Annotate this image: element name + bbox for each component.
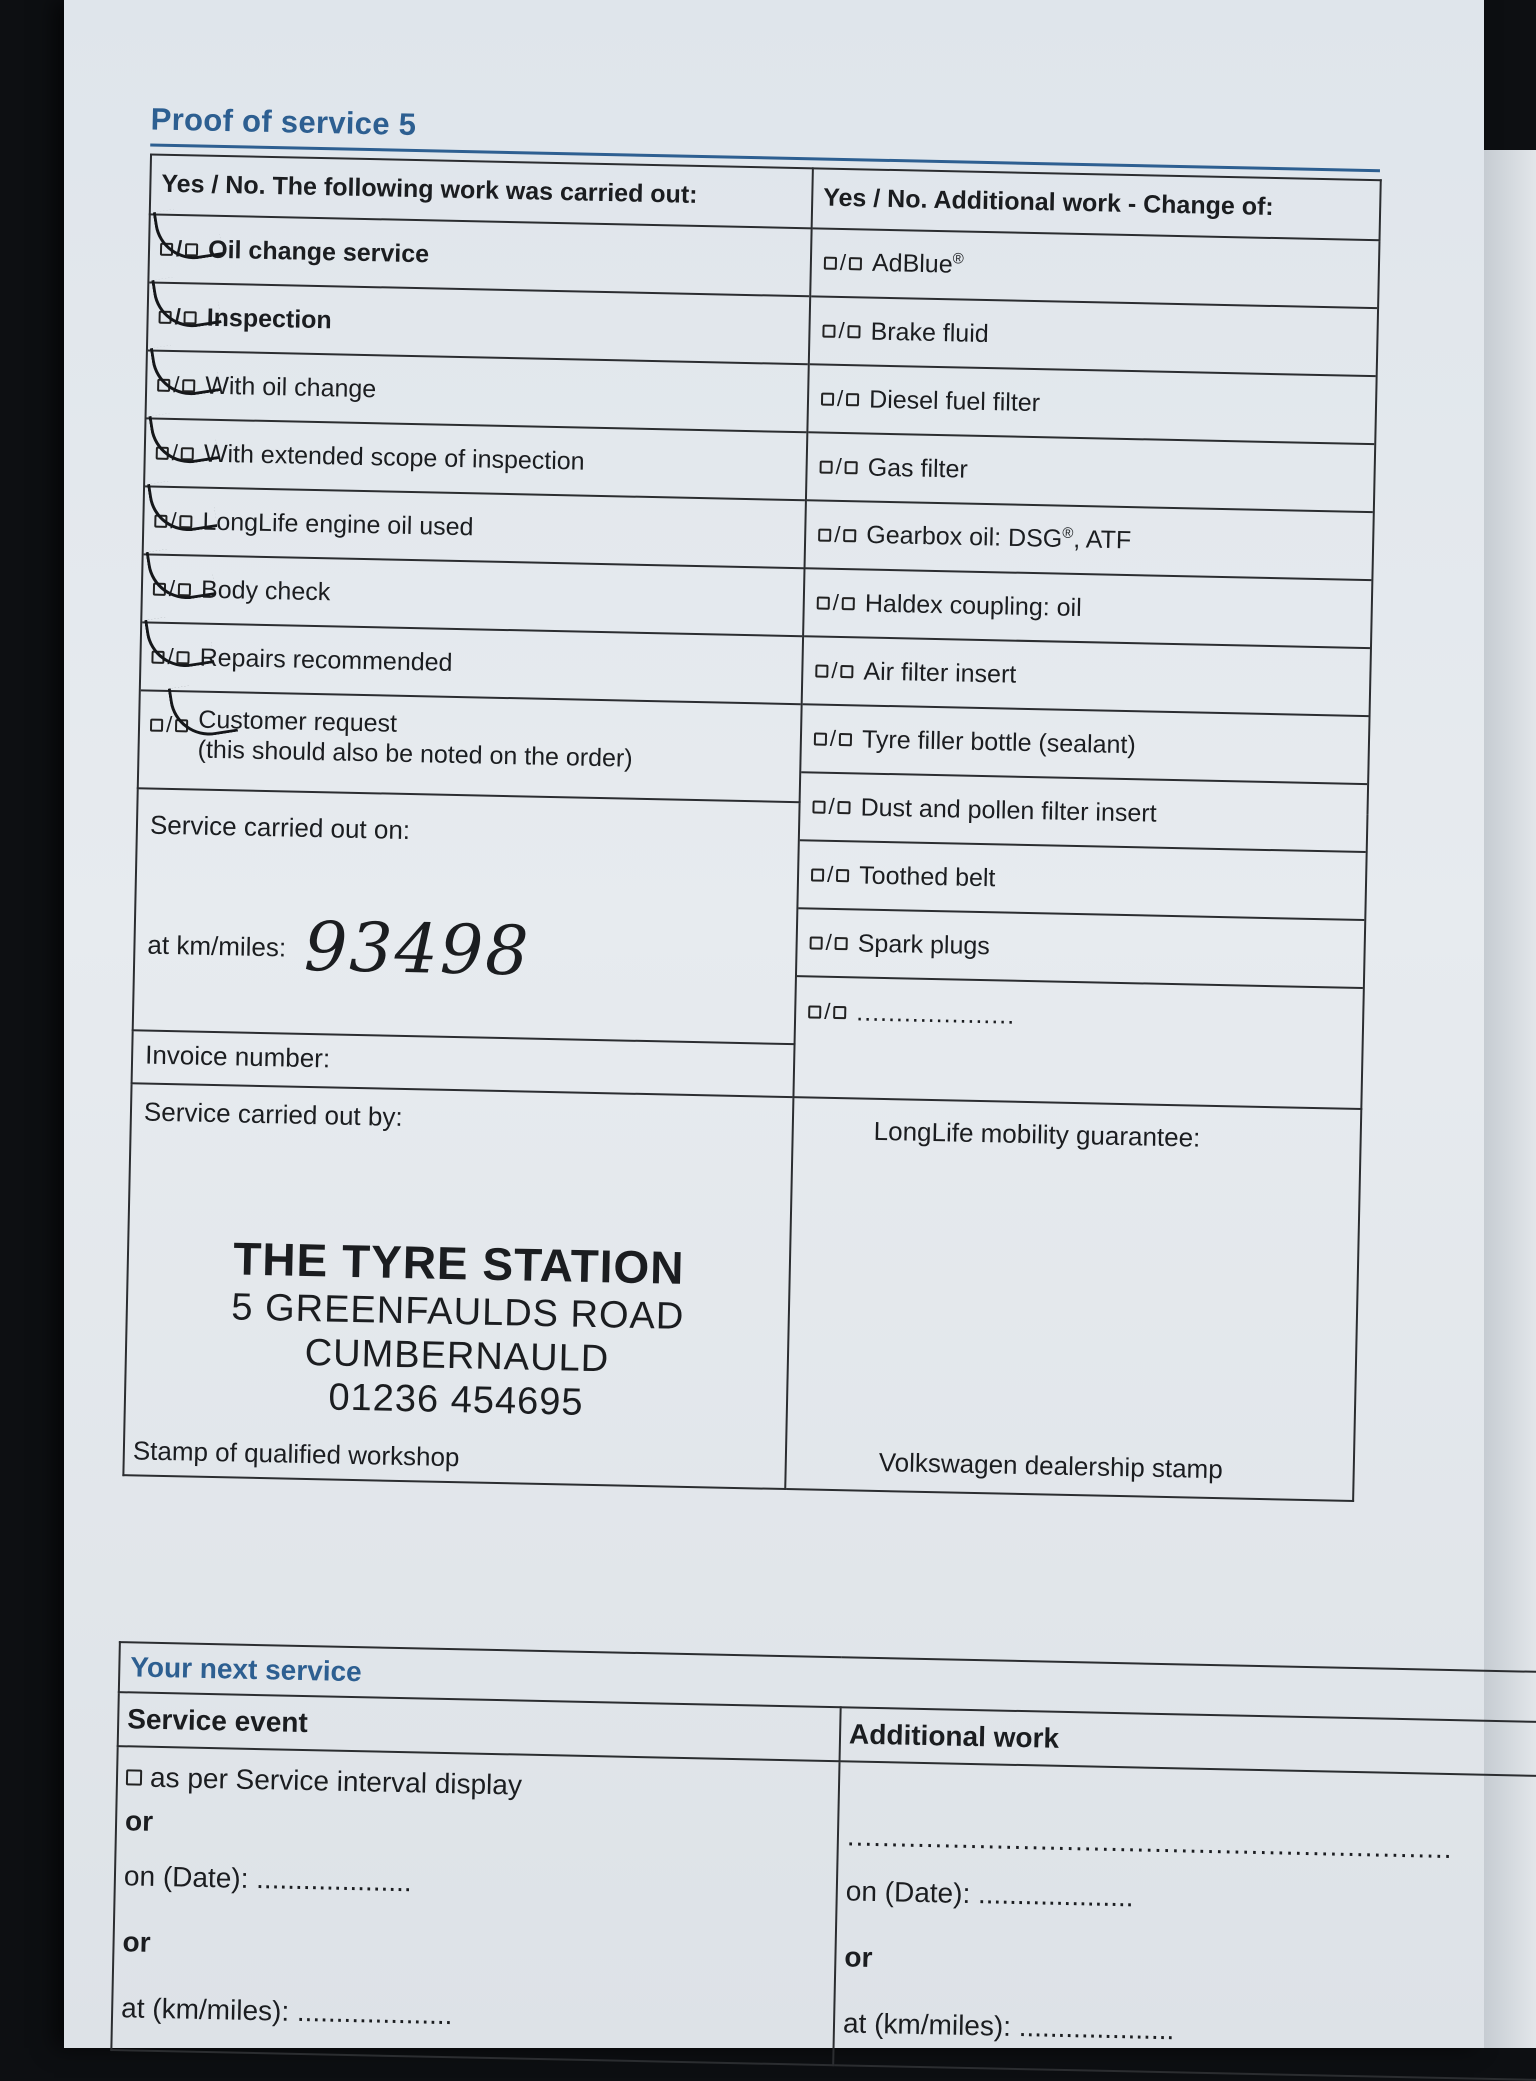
next-service-table — [110, 1641, 1536, 2081]
or-label: or — [844, 1941, 873, 1973]
no-checkbox[interactable] — [847, 325, 860, 338]
interval-label: as per Service interval display — [149, 1761, 523, 1801]
additional-item-label: Diesel fuel filter — [868, 385, 1041, 417]
no-checkbox[interactable] — [181, 447, 194, 460]
additional-work-list — [793, 228, 1379, 1109]
work-item-longlife-oil: / LongLife engine oil used — [144, 487, 805, 569]
additional-item-suffix: , ATF — [1072, 525, 1132, 555]
service-carried-out-on-label: Service carried out on: — [149, 809, 411, 846]
yes-checkbox[interactable] — [160, 242, 173, 255]
yes-checkbox[interactable] — [153, 582, 166, 595]
work-item-label: Oil change service — [207, 235, 430, 268]
km-handwritten-value[interactable]: 93498 — [303, 907, 532, 992]
work-item-label: Inspection — [206, 303, 333, 334]
additional-item-label: Gearbox oil: DSG — [866, 521, 1063, 554]
page-title: Proof of service 5 — [150, 101, 417, 143]
stamp-caption: Stamp of qualified workshop — [132, 1435, 460, 1473]
yes-checkbox[interactable] — [821, 392, 834, 405]
additional-item-toothed-belt: / Toothed belt — [798, 841, 1365, 921]
no-checkbox[interactable] — [185, 243, 198, 256]
work-item-body-check: / Body check — [142, 555, 803, 637]
customer-request-note: (this should also be noted on the order) — [197, 735, 633, 773]
stamp-phone: 01236 454695 — [328, 1376, 584, 1424]
yes-checkbox[interactable] — [810, 936, 823, 949]
stamp-business-name: THE TYRE STATION — [232, 1232, 686, 1294]
service-event-header: Service event — [126, 1703, 309, 1739]
no-checkbox[interactable] — [184, 311, 197, 324]
additional-date-field[interactable]: on (Date): .................... — [845, 1875, 1134, 1913]
additional-item-label: Toothed belt — [858, 860, 996, 892]
work-item-with-oil-change: / With oil change — [146, 351, 807, 433]
next-date-field[interactable]: on (Date): .................... — [123, 1860, 413, 1898]
yes-checkbox[interactable] — [159, 310, 172, 323]
additional-item-gearbox-oil: / Gearbox oil: DSG®, ATF — [805, 501, 1372, 581]
additional-item-brake-fluid: / Brake fluid — [810, 297, 1377, 377]
registered-mark: ® — [1062, 524, 1074, 543]
or-label: or — [122, 1926, 151, 1958]
workshop-stamp-cell — [123, 1083, 793, 1489]
dealer-stamp-cell — [785, 1097, 1361, 1501]
yes-checkbox[interactable] — [822, 324, 835, 337]
additional-item-label: Brake fluid — [870, 317, 990, 348]
yes-checkbox[interactable] — [808, 1005, 821, 1018]
additional-item-gas-filter: / Gas filter — [807, 433, 1374, 513]
work-item-label: With extended scope of inspection — [203, 439, 585, 476]
yes-checkbox[interactable] — [150, 718, 163, 731]
next-service-title: Your next service — [130, 1651, 363, 1688]
work-item-oil-change-service: / Oil change service — [149, 215, 810, 297]
yes-checkbox[interactable] — [814, 732, 827, 745]
work-item-repairs-recommended: / Repairs recommended — [141, 623, 802, 705]
yes-checkbox[interactable] — [817, 596, 830, 609]
no-checkbox[interactable] — [839, 733, 852, 746]
work-item-extended-inspection: / With extended scope of inspection — [145, 419, 806, 501]
yes-checkbox[interactable] — [811, 868, 824, 881]
additional-item-label: AdBlue — [871, 249, 953, 279]
additional-item-blank: / .................... — [796, 977, 1363, 1057]
next-km-field[interactable]: at (km/miles): .................... — [120, 1992, 453, 2031]
no-checkbox[interactable] — [840, 665, 853, 678]
work-item-label: LongLife engine oil used — [202, 507, 474, 541]
yes-checkbox[interactable] — [157, 378, 170, 391]
service-table — [122, 153, 1381, 1502]
no-checkbox[interactable] — [835, 936, 848, 949]
additional-work-line[interactable]: ..................................................................... — [846, 1820, 1453, 1865]
work-item-label: With oil change — [205, 371, 377, 403]
additional-item-label: Dust and pollen filter insert — [860, 792, 1157, 828]
additional-item-label: Gas filter — [867, 453, 969, 484]
no-checkbox[interactable] — [182, 379, 195, 392]
stamp-town: CUMBERNAULD — [304, 1331, 610, 1381]
additional-item-spark-plugs: / Spark plugs — [797, 909, 1364, 989]
no-checkbox[interactable] — [845, 461, 858, 474]
invoice-number-label: Invoice number: — [144, 1039, 331, 1074]
no-checkbox[interactable] — [842, 597, 855, 610]
additional-item-haldex: / Haldex coupling: oil — [804, 569, 1371, 649]
additional-work-cell — [833, 1761, 1536, 2080]
work-item-label: Repairs recommended — [199, 643, 453, 677]
or-label: or — [124, 1805, 154, 1837]
no-checkbox[interactable] — [175, 719, 188, 732]
no-checkbox[interactable] — [836, 868, 849, 881]
work-item-label: Customer request — [198, 705, 398, 738]
additional-item-pollen-filter: / Dust and pollen filter insert — [800, 773, 1367, 853]
yes-checkbox[interactable] — [154, 514, 167, 527]
additional-item-blank-line: .................... — [856, 997, 1016, 1030]
additional-item-label: Tyre filler bottle (sealant) — [861, 724, 1137, 759]
no-checkbox[interactable] — [838, 800, 851, 813]
work-carried-out-list — [138, 214, 812, 802]
yes-checkbox[interactable] — [818, 528, 831, 541]
additional-item-label: Air filter insert — [863, 657, 1017, 689]
work-item-label: Body check — [200, 575, 331, 606]
no-checkbox[interactable] — [843, 529, 856, 542]
longlife-guarantee-label: LongLife mobility guarantee: — [873, 1115, 1201, 1153]
interval-checkbox[interactable] — [126, 1769, 142, 1785]
work-item-inspection: / Inspection — [148, 283, 809, 365]
service-date-km-cell — [133, 788, 800, 1044]
no-checkbox[interactable] — [833, 1005, 846, 1018]
yes-checkbox[interactable] — [156, 446, 169, 459]
additional-item-air-filter: / Air filter insert — [803, 637, 1370, 717]
additional-item-diesel-filter: / Diesel fuel filter — [808, 365, 1375, 445]
km-row — [135, 902, 797, 1000]
no-checkbox[interactable] — [177, 651, 190, 664]
yes-checkbox[interactable] — [824, 256, 837, 269]
left-column-header: Yes / No. The following work was carried out: — [161, 169, 698, 209]
yes-checkbox[interactable] — [820, 460, 833, 473]
additional-item-label: Spark plugs — [857, 928, 991, 960]
dealer-stamp-label: Volkswagen dealership stamp — [878, 1446, 1224, 1485]
no-checkbox[interactable] — [179, 515, 192, 528]
service-event-cell — [111, 1746, 839, 2065]
additional-km-field[interactable]: at (km/miles): .................... — [842, 2007, 1175, 2046]
no-checkbox[interactable] — [178, 583, 191, 596]
yes-checkbox[interactable] — [815, 664, 828, 677]
work-item-customer-request: / Customer request (this should also be noted on the order) — [139, 691, 801, 801]
additional-item-label: Haldex coupling: oil — [864, 589, 1082, 622]
additional-work-header: Additional work — [848, 1718, 1060, 1754]
additional-item-tyre-sealant: / Tyre filler bottle (sealant) — [801, 705, 1368, 785]
workshop-stamp — [126, 1229, 790, 1429]
no-checkbox[interactable] — [849, 257, 862, 270]
no-checkbox[interactable] — [846, 393, 859, 406]
right-column-header: Yes / No. Additional work - Change of: — [822, 183, 1274, 221]
registered-mark: ® — [952, 250, 965, 268]
km-label: at km/miles: — [147, 929, 287, 962]
yes-checkbox[interactable] — [812, 800, 825, 813]
yes-checkbox[interactable] — [151, 650, 164, 663]
stamp-address-line: 5 GREENFAULDS ROAD — [230, 1286, 685, 1338]
service-carried-out-by-label: Service carried out by: — [143, 1096, 403, 1132]
additional-item-adblue: / AdBlue® — [811, 229, 1378, 309]
